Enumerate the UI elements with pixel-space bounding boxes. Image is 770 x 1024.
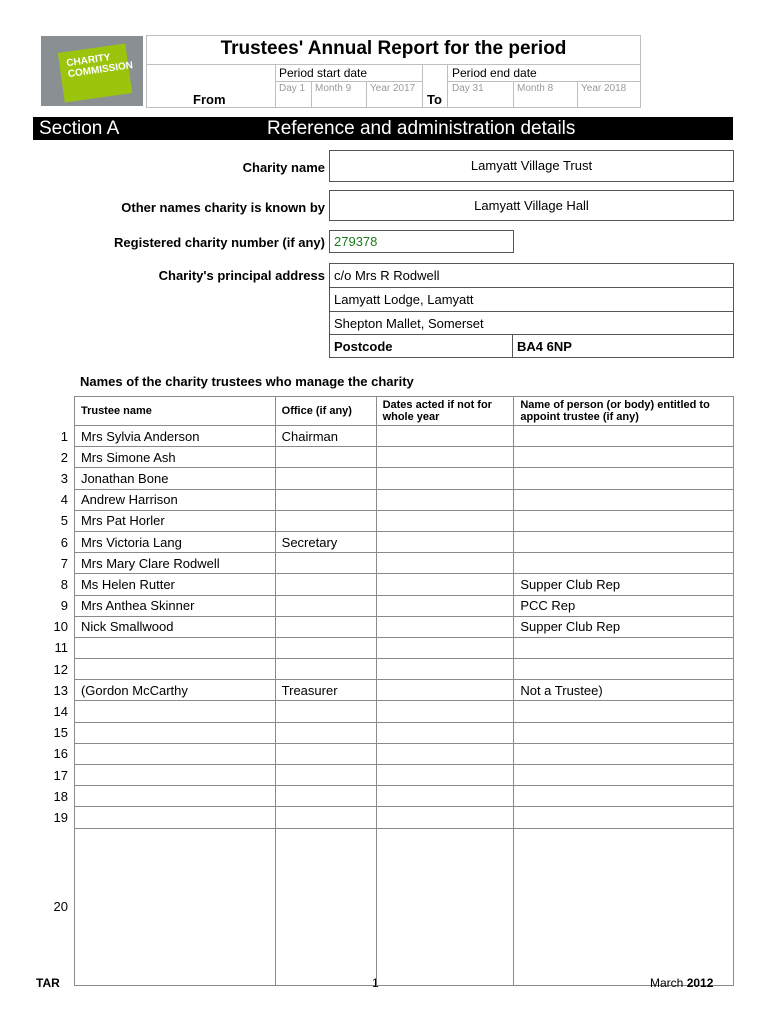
other-names-field[interactable]: Lamyatt Village Hall	[329, 190, 734, 221]
row-number: 14	[53, 704, 68, 720]
appointer-cell[interactable]: PCC Rep	[514, 595, 734, 616]
table-row	[33, 468, 734, 489]
appointer-cell[interactable]	[514, 426, 734, 447]
to-label: To	[427, 92, 442, 107]
header-divider-v3	[447, 64, 448, 108]
logo-text: CHARITY COMMISSION	[65, 52, 134, 81]
table-header-row	[33, 397, 734, 426]
start-month-divider	[366, 81, 367, 108]
end-divider	[447, 81, 641, 82]
table-row	[33, 553, 734, 574]
start-day-divider	[311, 81, 312, 108]
other-names-label: Other names charity is known by	[121, 200, 325, 215]
appointer-cell[interactable]: Supper Club Rep	[514, 616, 734, 637]
row-number: 3	[60, 470, 68, 486]
dates-cell[interactable]	[376, 722, 514, 743]
end-month-divider	[577, 81, 578, 108]
appointer-cell[interactable]	[514, 765, 734, 786]
footer-year: 2012	[686, 976, 714, 990]
dates-cell[interactable]	[376, 426, 514, 447]
row-number: 18	[53, 788, 68, 804]
appointer-cell[interactable]	[514, 510, 734, 531]
office-cell[interactable]	[275, 510, 376, 531]
appointer-cell[interactable]	[514, 489, 734, 510]
appointer-cell[interactable]	[514, 553, 734, 574]
row-number: 19	[53, 809, 68, 825]
header-divider	[146, 64, 641, 65]
address-line-1[interactable]: c/o Mrs R Rodwell	[334, 268, 440, 283]
appointer-cell[interactable]	[514, 531, 734, 552]
trustee-name-cell[interactable]: Mrs Anthea Skinner	[74, 595, 275, 616]
appointer-cell[interactable]	[514, 786, 734, 807]
office-cell[interactable]	[275, 637, 376, 658]
row-number: 10	[53, 619, 68, 635]
end-day-field[interactable]: Day 31	[452, 83, 484, 94]
row-number: 5	[60, 513, 68, 529]
appointer-cell[interactable]	[514, 637, 734, 658]
postcode-label: Postcode	[334, 339, 393, 354]
dates-cell[interactable]	[376, 553, 514, 574]
trustee-name-cell[interactable]: Mrs Victoria Lang	[74, 531, 275, 552]
num-header	[33, 397, 74, 426]
office-cell[interactable]	[275, 553, 376, 574]
table-row	[33, 616, 734, 637]
table-row	[33, 531, 734, 552]
table-row	[33, 595, 734, 616]
reg-number-label: Registered charity number (if any)	[114, 235, 325, 250]
table-row	[33, 447, 734, 468]
trustee-name-cell[interactable]: Mrs Simone Ash	[74, 447, 275, 468]
appointer-cell[interactable]: Supper Club Rep	[514, 574, 734, 595]
end-month-field[interactable]: Month 8	[517, 83, 554, 94]
row-number: 20	[53, 899, 68, 915]
office-cell[interactable]	[275, 722, 376, 743]
dates-cell[interactable]	[376, 701, 514, 722]
dates-cell[interactable]	[376, 574, 514, 595]
dates-header: Dates acted if not for whole year	[376, 397, 514, 426]
address-divider-1	[329, 287, 734, 288]
trustee-name-cell[interactable]	[74, 743, 275, 764]
appointer-cell[interactable]	[514, 659, 734, 680]
dates-cell[interactable]	[376, 447, 514, 468]
table-row	[33, 807, 734, 828]
office-cell[interactable]	[275, 828, 376, 985]
dates-cell[interactable]	[376, 659, 514, 680]
dates-cell[interactable]	[376, 786, 514, 807]
period-start-label: Period start date	[279, 66, 368, 80]
appointer-cell[interactable]	[514, 722, 734, 743]
trustee-name-cell[interactable]	[74, 659, 275, 680]
trustee-name-cell[interactable]: Nick Smallwood	[74, 616, 275, 637]
appointer-cell[interactable]	[514, 743, 734, 764]
appointer-cell[interactable]: Not a Trustee)	[514, 680, 734, 701]
office-cell[interactable]: Treasurer	[275, 680, 376, 701]
office-cell[interactable]	[275, 743, 376, 764]
dates-cell[interactable]	[376, 680, 514, 701]
row-number: 17	[53, 767, 68, 783]
row-number: 11	[54, 640, 68, 656]
trustee-name-cell[interactable]: Mrs Sylvia Anderson	[74, 426, 275, 447]
start-day-field[interactable]: Day 1	[279, 83, 306, 94]
section-a-bar	[33, 117, 733, 140]
row-number: 4	[60, 492, 68, 508]
report-title: Trustees' Annual Report for the period	[220, 38, 567, 59]
appointer-cell[interactable]	[514, 828, 734, 985]
trustee-name-cell[interactable]	[74, 828, 275, 985]
dates-cell[interactable]	[376, 637, 514, 658]
address-label: Charity's principal address	[158, 268, 325, 283]
office-cell[interactable]	[275, 574, 376, 595]
trustees-table	[33, 396, 734, 986]
dates-cell[interactable]	[376, 489, 514, 510]
trustee-name-cell[interactable]	[74, 765, 275, 786]
trustee-name-cell[interactable]: (Gordon McCarthy	[74, 680, 275, 701]
address-line-3[interactable]: Shepton Mallet, Somerset	[334, 316, 484, 331]
table-row	[33, 828, 734, 985]
appointer-cell[interactable]	[514, 701, 734, 722]
table-row	[33, 786, 734, 807]
start-year-field[interactable]: Year 2017	[370, 83, 416, 94]
office-cell[interactable]	[275, 489, 376, 510]
trustee-name-cell[interactable]	[74, 807, 275, 828]
dates-cell[interactable]	[376, 616, 514, 637]
footer-date	[650, 976, 713, 990]
trustee-name-header: Trustee name	[74, 397, 275, 426]
trustee-name-cell[interactable]	[74, 637, 275, 658]
trustee-name-cell[interactable]	[74, 786, 275, 807]
table-row	[33, 426, 734, 447]
dates-cell[interactable]	[376, 510, 514, 531]
trustee-name-cell[interactable]: Ms Helen Rutter	[74, 574, 275, 595]
office-cell[interactable]: Secretary	[275, 531, 376, 552]
row-number: 8	[60, 576, 68, 592]
trustee-name-cell[interactable]: Andrew Harrison	[74, 489, 275, 510]
office-cell[interactable]	[275, 701, 376, 722]
office-cell[interactable]	[275, 765, 376, 786]
table-row	[33, 489, 734, 510]
end-year-field[interactable]: Year 2018	[581, 83, 627, 94]
office-cell[interactable]	[275, 595, 376, 616]
row-number: 2	[60, 449, 68, 465]
office-cell[interactable]	[275, 616, 376, 637]
row-number: 9	[60, 598, 68, 614]
section-name: Section A	[39, 118, 120, 139]
dates-cell[interactable]	[376, 531, 514, 552]
section-title: Reference and administration details	[267, 118, 576, 139]
table-row	[33, 680, 734, 701]
appointer-header: Name of person (or body) entitled to appoint trustee (if any)	[514, 397, 734, 426]
dates-cell[interactable]	[376, 765, 514, 786]
row-number: 1	[60, 428, 68, 444]
table-row	[33, 722, 734, 743]
dates-cell[interactable]	[376, 468, 514, 489]
address-line-2[interactable]: Lamyatt Lodge, Lamyatt	[334, 292, 474, 307]
charity-commission-logo	[41, 36, 143, 106]
row-number: 16	[53, 746, 68, 762]
reg-number-field[interactable]: 279378	[329, 230, 514, 253]
trustee-name-cell[interactable]: Mrs Mary Clare Rodwell	[74, 553, 275, 574]
office-cell[interactable]	[275, 786, 376, 807]
office-cell[interactable]	[275, 447, 376, 468]
office-cell[interactable]: Chairman	[275, 426, 376, 447]
charity-name-field[interactable]: Lamyatt Village Trust	[329, 150, 734, 182]
dates-cell[interactable]	[376, 828, 514, 985]
office-header: Office (if any)	[275, 397, 376, 426]
table-row	[33, 765, 734, 786]
from-label: From	[193, 92, 226, 107]
header-divider-v2	[422, 64, 423, 108]
trustees-heading: Names of the charity trustees who manage the charity	[80, 374, 414, 389]
table-row	[33, 701, 734, 722]
table-row	[33, 574, 734, 595]
postcode-divider	[512, 334, 513, 358]
appointer-cell[interactable]	[514, 468, 734, 489]
row-number: 6	[60, 534, 68, 550]
office-cell[interactable]	[275, 468, 376, 489]
footer-month: March	[650, 976, 684, 990]
address-divider-2	[329, 311, 734, 312]
row-number: 7	[60, 555, 68, 571]
header-divider-v1	[275, 64, 276, 108]
trustee-name-cell[interactable]: Jonathan Bone	[74, 468, 275, 489]
table-row	[33, 510, 734, 531]
start-divider	[275, 81, 422, 82]
trustee-name-cell[interactable]	[74, 701, 275, 722]
table-row	[33, 659, 734, 680]
address-divider-3	[329, 334, 734, 335]
appointer-cell[interactable]	[514, 807, 734, 828]
dates-cell[interactable]	[376, 743, 514, 764]
table-row	[33, 637, 734, 658]
dates-cell[interactable]	[376, 807, 514, 828]
office-cell[interactable]	[275, 659, 376, 680]
trustee-name-cell[interactable]: Mrs Pat Horler	[74, 510, 275, 531]
period-end-label: Period end date	[452, 66, 537, 80]
appointer-cell[interactable]	[514, 447, 734, 468]
footer-page-number: 1	[372, 976, 379, 990]
row-number: 12	[53, 661, 68, 677]
office-cell[interactable]	[275, 807, 376, 828]
trustee-name-cell[interactable]	[74, 722, 275, 743]
row-number: 13	[53, 682, 68, 698]
dates-cell[interactable]	[376, 595, 514, 616]
table-row	[33, 743, 734, 764]
charity-name-label: Charity name	[242, 160, 325, 175]
row-number: 15	[53, 725, 68, 741]
end-day-divider	[513, 81, 514, 108]
footer-form-code: TAR	[36, 976, 60, 990]
start-month-field[interactable]: Month 9	[315, 83, 352, 94]
postcode-field[interactable]: BA4 6NP	[517, 339, 572, 354]
